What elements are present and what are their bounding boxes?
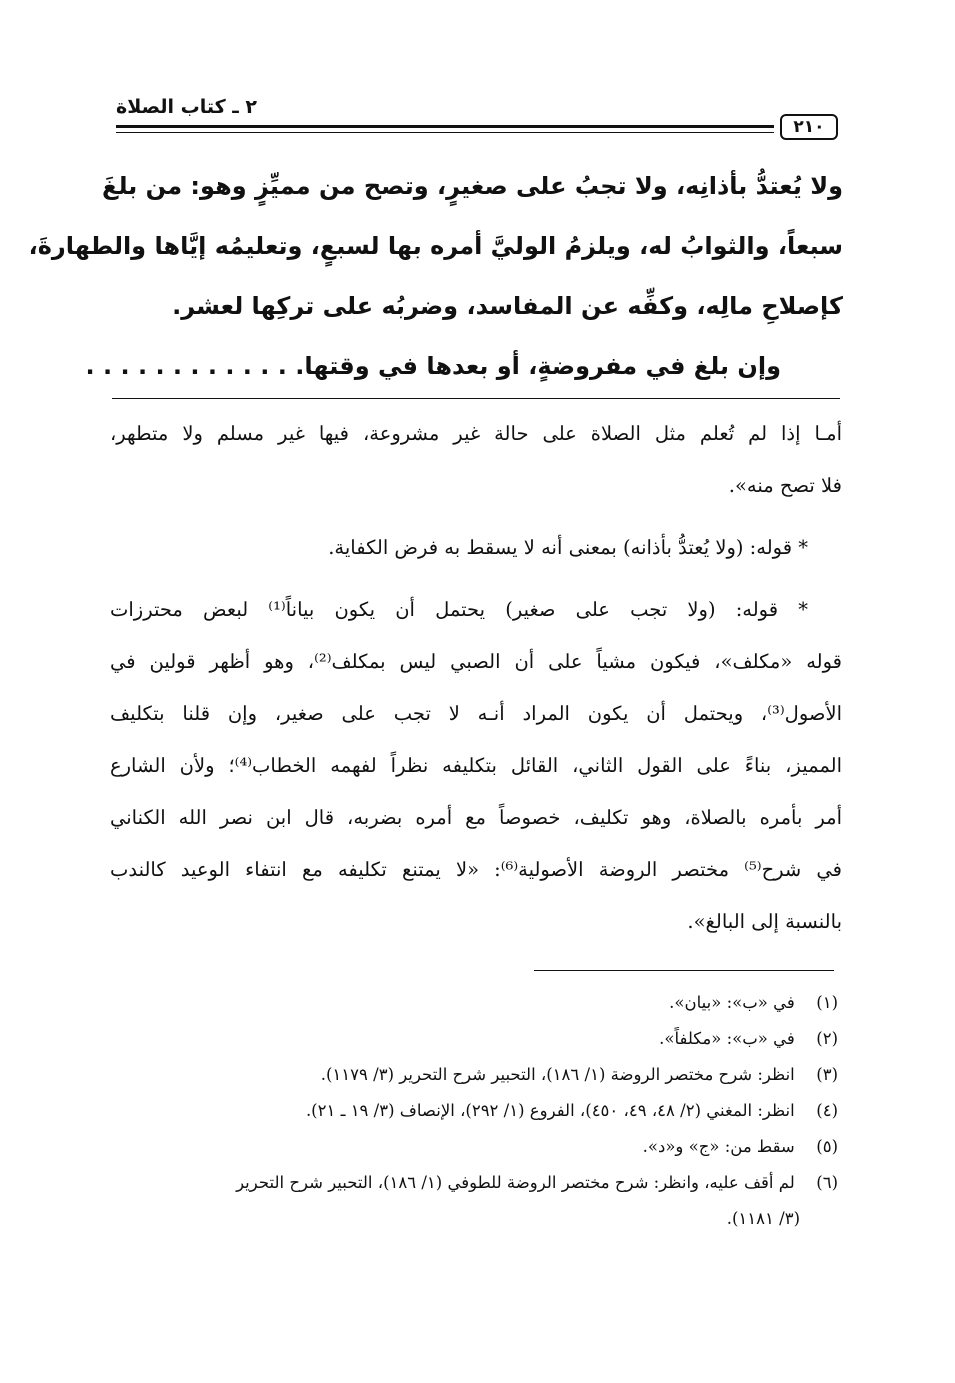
commentary-line: أمـا إذا لم تُعلم مثل الصلاة على حالة غير مشروعة، فيها غير مسلم ولا متطهر، <box>110 422 842 445</box>
commentary-line: المميز، بناءً على القول الثاني، القائل بتكليفه نظراً لفهمه الخطاب⁽⁴⁾؛ ولأن الشارع <box>110 754 842 777</box>
footnote-continuation: (٣/ ١١٨١). <box>726 1209 800 1228</box>
footnote <box>120 1129 838 1165</box>
footnote-text: في «ب»: «مكلفاً». <box>659 1029 795 1048</box>
commentary <box>110 408 842 948</box>
footnote-rule <box>534 970 834 971</box>
footnote-text: لم أقف عليه، وانظر: شرح مختصر الروضة للطوفي (١/ ١٨٦)، التحبير شرح التحرير <box>236 1173 795 1192</box>
header-rule <box>116 125 774 128</box>
footnote-number: (١) <box>816 993 838 1012</box>
page-header <box>116 88 838 148</box>
footnote-number: (٤) <box>816 1101 838 1120</box>
commentary-line: * قوله: (ولا تجب على صغير) يحتمل أن يكون بياناً⁽¹⁾ لبعض محترزات <box>110 598 808 621</box>
footnote-number: (٥) <box>816 1137 838 1156</box>
header-rule-thin <box>116 132 774 133</box>
chapter-title: ٢ ـ كتاب الصلاة <box>116 96 257 118</box>
footnote-text: انظر: المغني (٢/ ٤٨، ٤٩، ٤٥٠)، الفروع (١/ ٢٩٢)، الإنصاف (٣/ ١٩ ـ ٢١). <box>305 1101 795 1120</box>
matn-line: كإصلاحِ مالِه، وكفِّه عن المفاسد، وضربُه على تركِها لعشر. <box>172 292 843 320</box>
footnote-number: (٢) <box>816 1029 838 1048</box>
matn-line: ولا يُعتدُّ بأذانِه، ولا تجبُ على صغيرٍ، وتصح من مميِّزٍ وهو: من بلغَ <box>102 172 843 200</box>
matn-separator <box>112 398 840 399</box>
footnote <box>120 1165 838 1201</box>
footnote-number: (٦) <box>816 1173 838 1192</box>
footnote <box>120 1057 838 1093</box>
page-number: ٢١٠ <box>780 114 838 140</box>
commentary-line: فلا تصح منه». <box>728 474 842 497</box>
footnote-text: سقط من: «ج» و«د». <box>642 1137 795 1156</box>
footnotes <box>120 985 838 1237</box>
footnote <box>120 985 838 1021</box>
commentary-line: الأصول⁽³⁾، ويحتمل أن يكون المراد أنـه لا تجب على صغير، وإن قلنا بتكليف <box>110 702 842 725</box>
matn-line: وإن بلغ في مفروضةٍ، أو بعدها في وقتها. . . . . . . . . . . . . <box>85 352 781 380</box>
commentary-line: في شرح⁽⁵⁾ مختصر الروضة الأصولية⁽⁶⁾: «لا يمتنع تكليفه مع انتفاء الوعيد كالندب <box>110 858 842 881</box>
commentary-line: * قوله: (ولا يُعتدُّ بأذانه) بمعنى أنه لا يسقط به فرض الكفاية. <box>328 536 808 559</box>
matn-line: سبعاً، والثوابُ له، ويلزمُ الوليَّ أمره بها لسبعٍ، وتعليمُه إيَّاها والطهارةَ، <box>28 232 843 260</box>
footnote <box>120 1021 838 1057</box>
footnote-text: في «ب»: «بيان». <box>669 993 795 1012</box>
commentary-line: بالنسبة إلى البالغ». <box>687 910 842 933</box>
footnote <box>120 1093 838 1129</box>
footnote-number: (٣) <box>816 1065 838 1084</box>
commentary-line: قوله «مكلف»، فيكون مشياً على أن الصبي ليس بمكلف⁽²⁾، وهو أظهر قولين في <box>110 650 842 673</box>
matn-text <box>28 156 843 396</box>
commentary-line: أمر بأمره بالصلاة، وهو تكليف، خصوصاً مع أمره بضربه، قال ابن نصر الله الكناني <box>110 806 842 829</box>
footnote-text: انظر: شرح مختصر الروضة (١/ ١٨٦)، التحبير شرح التحرير (٣/ ١١٧٩). <box>320 1065 795 1084</box>
